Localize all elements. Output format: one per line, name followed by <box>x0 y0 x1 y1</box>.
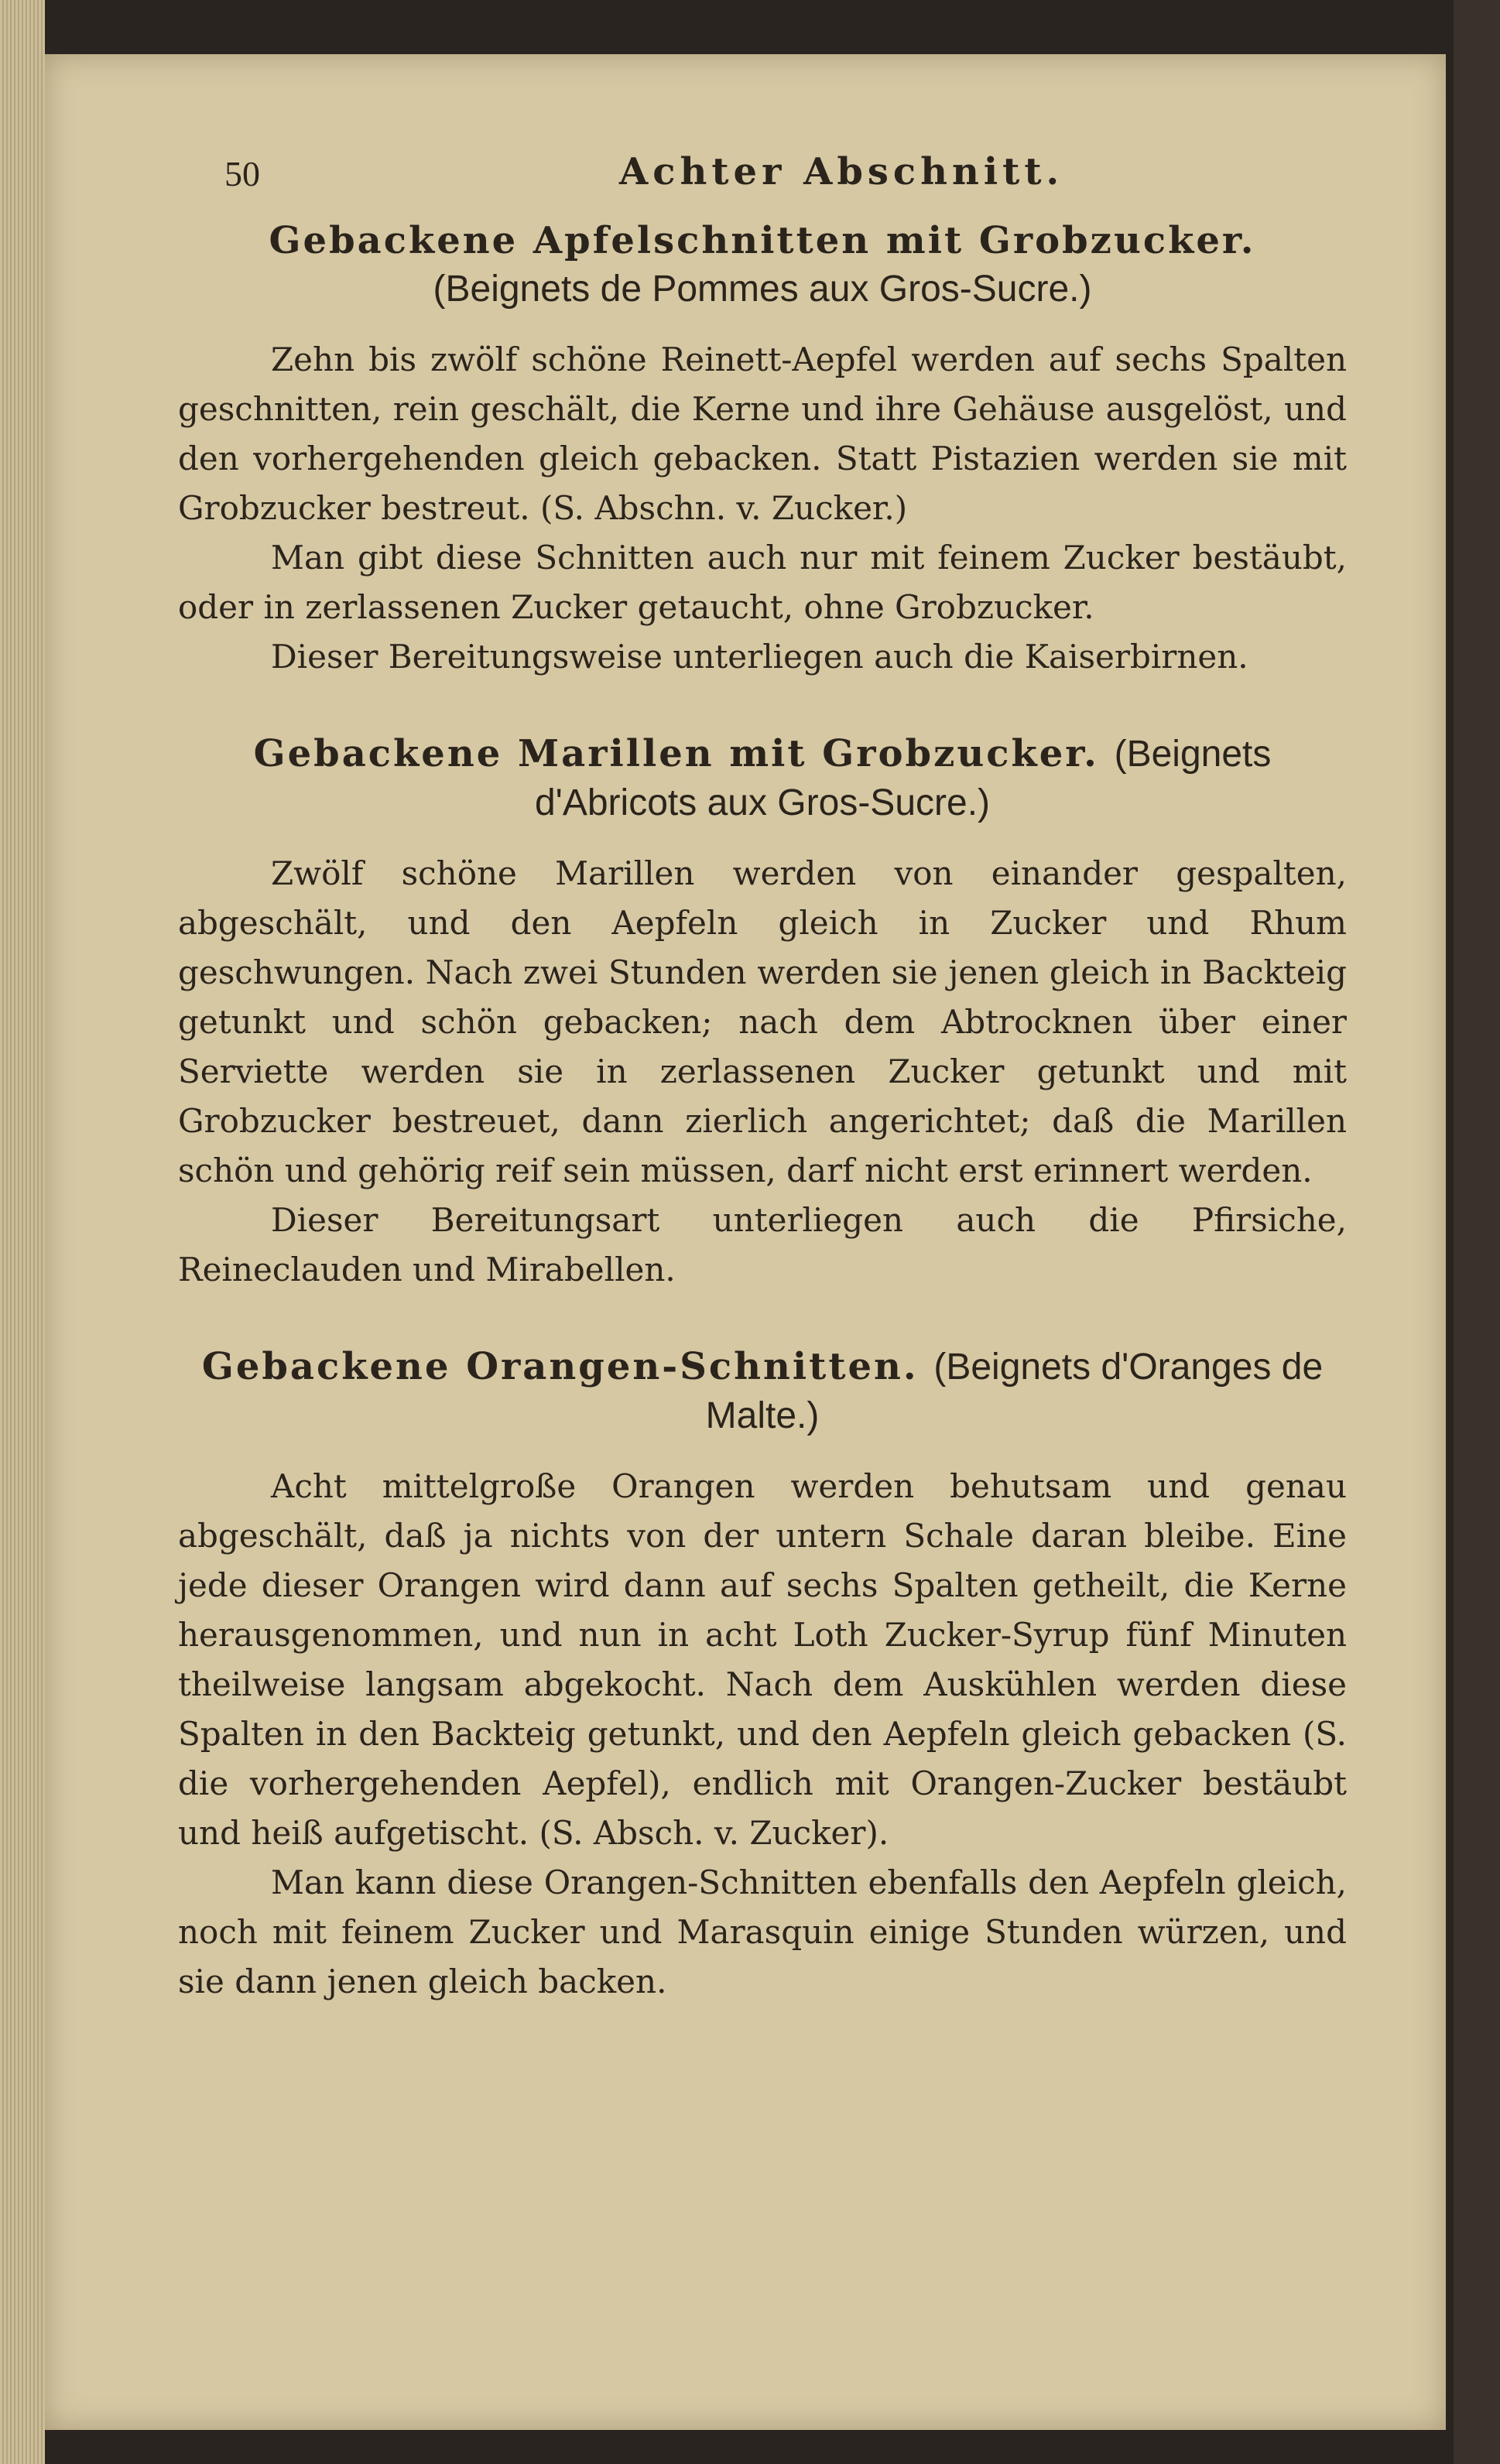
recipe-paragraph: Zehn bis zwölf schöne Reinett-Aepfel werden auf sechs Spalten geschnitten, rein geschält, die Kerne und ihre Gehäuse ausgelöst, und den vorhergehenden gleich gebacken. Statt Pistazien werden sie mit Grobzucker bestreut. (S. Abschn. v. Zucker.) <box>178 341 1347 527</box>
recipe-heading <box>178 730 1347 827</box>
recipe-heading-german: Gebackene Apfelschnitten mit Grobzucker. <box>269 219 1256 262</box>
recipe-paragraph: Man kann diese Orangen-Schnitten ebenfalls den Aepfeln gleich, noch mit feinem Zucker und Marasquin einige Stunden würzen, und sie dann jenen gleich backen. <box>178 1863 1347 2000</box>
recipe-paragraph: Dieser Bereitungsart unterliegen auch die Pfirsiche, Reineclauden und Mirabellen. <box>178 1201 1347 1288</box>
recipe-heading-french: (Beignets d'Oranges de Malte.) <box>705 1347 1324 1436</box>
recipe-paragraph: Acht mittelgroße Orangen werden behutsam und genau abgeschält, daß ja nichts von der untern Schale daran bleibe. Eine jede dieser Orangen wird dann auf sechs Spalten getheilt, die Kerne herausgenommen, und nun in acht Loth Zucker-Syrup fünf Minuten theilweise langsam abgekocht. Nach dem Auskühlen werden diese Spalten in den Backteig getunkt, und den Aepfeln gleich gebacken (S. die vorhergehenden Aepfel), endlich mit Orangen-Zucker bestäubt und heiß aufgetischt. (S. Absch. v. Zucker). <box>178 1467 1347 1852</box>
page-number: 50 <box>224 154 260 193</box>
recipe-section <box>178 730 1347 1295</box>
chapter-title: Achter Abschnitt. <box>619 150 1064 193</box>
recipe-paragraph: Dieser Bereitungsweise unterliegen auch die Kaiserbirnen. <box>271 638 1248 676</box>
recipe-heading-german: Gebackene Orangen-Schnitten. <box>201 1345 919 1388</box>
recipe-heading <box>178 1343 1347 1440</box>
recipe-paragraph: Man gibt diese Schnitten auch nur mit feinem Zucker bestäubt, oder in zerlassenen Zucker getaucht, ohne Grobzucker. <box>178 539 1347 626</box>
page-stack-edge <box>0 0 45 2464</box>
recipe-heading <box>178 217 1347 313</box>
running-head <box>178 147 1347 209</box>
recipe-heading-french: (Beignets de Pommes aux Gros-Sucre.) <box>433 269 1092 310</box>
recipe-section <box>178 1343 1347 2007</box>
recipe-heading-german: Gebackene Marillen mit Grobzucker. <box>253 732 1099 775</box>
recipe-section <box>178 217 1347 682</box>
recipe-paragraph: Zwölf schöne Marillen werden von einander gespalten, abgeschält, und den Aepfeln gleich in Zucker und Rhum geschwungen. Nach zwei Stunden werden sie jenen gleich in Backteig getunkt und schön gebacken; nach dem Abtrocknen über einer Serviette werden sie in zerlassenen Zucker getunkt und mit Grobzucker bestreuet, dann zierlich angerichtet; daß die Marillen schön und gehörig reif sein müssen, darf nicht erst erinnert werden. <box>178 854 1347 1189</box>
book-cover-edge <box>1454 0 1500 2464</box>
page-content <box>178 147 1347 2007</box>
recipe-heading-french: (Beignets d'Abricots aux Gros-Sucre.) <box>534 734 1272 823</box>
